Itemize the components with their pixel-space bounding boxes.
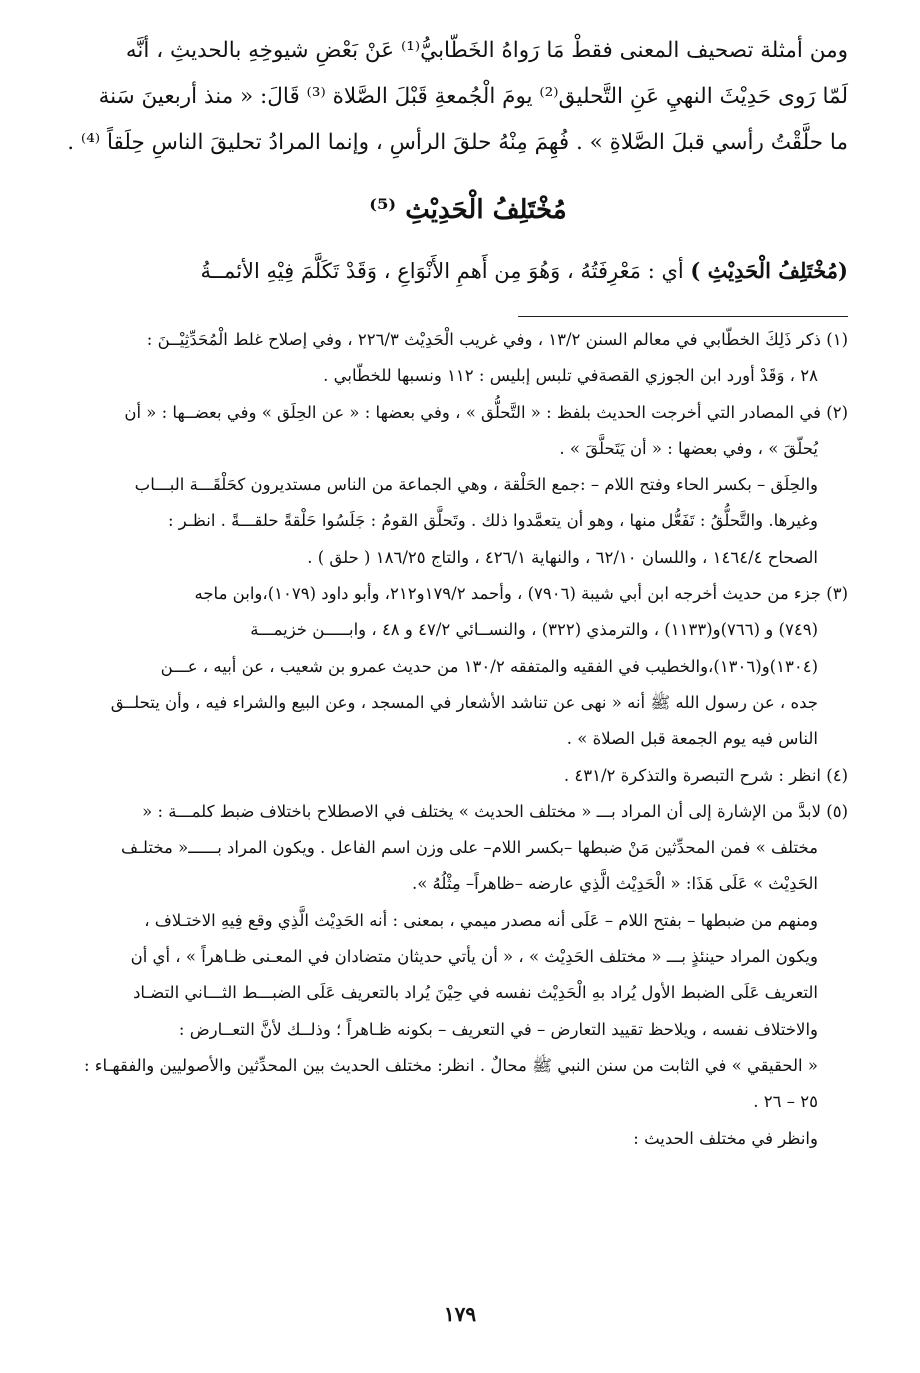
section-title: مُخْتَلِفُ الْحَدِيْثِ ⁽⁵⁾: [369, 195, 567, 225]
main-text-line-2: لَمّا رَوى حَدِيْثَ النهيِ عَنِ التَّحليق⁽²⁾ يومَ الْجُمعةِ قَبْلَ الصَّلاة ⁽³⁾ قَالَ: « منذ أربعينَ سَنة: [98, 84, 848, 109]
footnote-3: [88, 576, 848, 757]
footnote-line: يُحلّقَ » ، وفي بعضها : « أن يَتَحلَّقَ » .: [559, 438, 818, 458]
footnote-4: [88, 758, 848, 794]
footnote-line: (١) ذكر ذَلِكَ الخطّابي في معالم السنن ١٣/٢ ، وفي غريب الْحَدِيْث ٢٢٦/٣ ، وفي إصلاح غلط الْمُحَدِّثِيْــنَ :: [146, 330, 848, 349]
main-text-line-1: ومن أمثلة تصحيف المعنى فقطْ مَا رَواهُ الخَطّابيُّ⁽¹⁾ عَنْ بَعْضِ شيوخِهِ بالحديثِ ، أنَّه: [125, 38, 848, 63]
footnote-line: والاختلاف نفسه ، ويلاحظ تقييد التعارض – في التعريف – بكونه ظـاهراً ؛ وذلــك لأنَّ التعــارض :: [178, 1019, 818, 1039]
main-text-line-3: ما حلَّقْتُ رأسي قبلَ الصَّلاةِ » . فُهِمَ مِنْهُ حلقَ الرأسِ ، وإنما المرادُ تحليقَ الناسِ حِلَقاً ⁽⁴⁾ .: [67, 130, 848, 155]
footnotes: [83, 322, 848, 1157]
footnote-1: [88, 322, 848, 395]
page-number: ١٧٩: [443, 1302, 477, 1326]
footnote-separator: [518, 316, 848, 317]
footnote-line: الحَدِيْث » عَلَى هَذَا: « الْحَدِيْث الَّذِي عارضه –ظاهراً– مِثْلُهُ ».: [411, 874, 818, 894]
section-intro-term: (مُخْتَلِفُ الْحَدِيْثِ ): [690, 258, 848, 283]
footnote-line: ٢٥ – ٢٦ .: [753, 1092, 818, 1112]
footnote-5: [83, 794, 848, 1157]
footnote-line: مختلف » فمن المحدِّثين مَنْ ضبطها –بكسر اللام– على وزن اسم الفاعل . ويكون المراد بــــــ« مختلـف: [121, 838, 818, 858]
footnote-line: التعريف عَلَى الضبط الأول يُراد بهِ الْحَدِيْث نفسه في حِيْنَ يُراد بالتعريف عَلَى الضبـــط الثـــاني التضـاد: [133, 983, 818, 1003]
section-intro-text: أي : مَعْرِفَتُهُ ، وَهُوَ مِن أَهمِ الأَنْوَاعِ ، وَقَدْ تَكَلَّمَ فِيْهِ الأئمــةُ: [200, 259, 691, 283]
footnote-line: ومنهم من ضبطها – بفتح اللام – عَلَى أنه مصدر ميمي ، بمعنى : أنه الحَدِيْث الَّذِي وقع فِيهِ الاختـلاف ،: [144, 910, 818, 930]
footnote-line: الناس فيه يوم الجمعة قبل الصلاة » .: [566, 729, 818, 749]
footnote-line: الصحاح ١٤٦٤/٤ ، واللسان ٦٢/١٠ ، والنهاية ٤٢٦/١ ، والتاج ١٨٦/٢٥ ( حلق ) .: [307, 547, 818, 567]
footnote-line: (٧٤٩) و (٧٦٦)و(١١٣٣) ، والترمذي (٣٢٢) ، والنســائي ٤٧/٢ و ٤٨ ، وابـــــن خزيمـــة: [250, 620, 818, 640]
footnote-line: (٤) انظر : شرح التبصرة والتذكرة ٤٣١/٢ .: [563, 765, 848, 785]
footnote-line: (١٣٠٤)و(١٣٠٦)،والخطيب في الفقيه والمتفقه ١٣٠/٢ من حديث عمرو بن شعيب ، عن أبيه ، عـــن: [160, 656, 818, 676]
footnote-line: جده ، عن رسول الله ﷺ أنه « نهى عن تناشد الأشعار في المسجد ، وعن البيع والشراء فيه ، وأن يتحلــق: [110, 692, 818, 712]
footnote-line: ٢٨ ، وَقَدْ أورد ابن الجوزي القصةفي تلبس إبليس : ١١٢ ونسبها للخطّابي .: [323, 366, 818, 386]
footnote-line: « الحقيقي » في الثابت من سنن النبي ﷺ محالٌ . انظر: مختلف الحديث بين المحدِّثين والأصوليين والفقهـاء :: [83, 1055, 818, 1075]
main-text: [67, 28, 848, 166]
footnote-2: [88, 395, 848, 576]
footnote-line: وانظر في مختلف الحديث :: [633, 1128, 818, 1148]
footnote-line: (٣) جزء من حديث أخرجه ابن أبي شيبة (٧٩٠٦) ، وأحمد ١٧٩/٢و٢١٢، وأبو داود (١٠٧٩)،وابن ماجه: [194, 584, 848, 604]
footnote-line: وغيرها. والتَّحلُّقُ : تَفَعُّل منها ، وهو أن يتعمَّدوا ذلك . وتَحلَّق القومُ : جَلَسُوا حَلْقةً حلقـــةً . انظـر :: [167, 511, 818, 531]
footnote-line: والحِلَق – بكسر الحاء وفتح اللام – :جمع الحَلْقة ، وهي الجماعة من الناس مستديرون كحَلْقَـــة البـــاب: [134, 475, 818, 495]
footnote-line: ويكون المراد حينئذٍ بـــ « مختلف الحَدِيْث » ، « أن يأتي حديثان متضادان في المعـنى ظـاهراً » ، أي أن: [130, 947, 818, 967]
footnote-line: (٥) لابدَّ من الإشارة إلى أن المراد بـــ « مختلف الحديث » يختلف في الاصطلاح باختلاف ضبط كلمـــة : «: [142, 801, 848, 821]
footnote-line: (٢) في المصادر التي أخرجت الحديث بلفظ : « التَّحلُّق » ، وفي بعضها : « عن الحِلَق » وفي بعضــها : « أن: [124, 402, 848, 422]
section-intro: [88, 248, 848, 294]
